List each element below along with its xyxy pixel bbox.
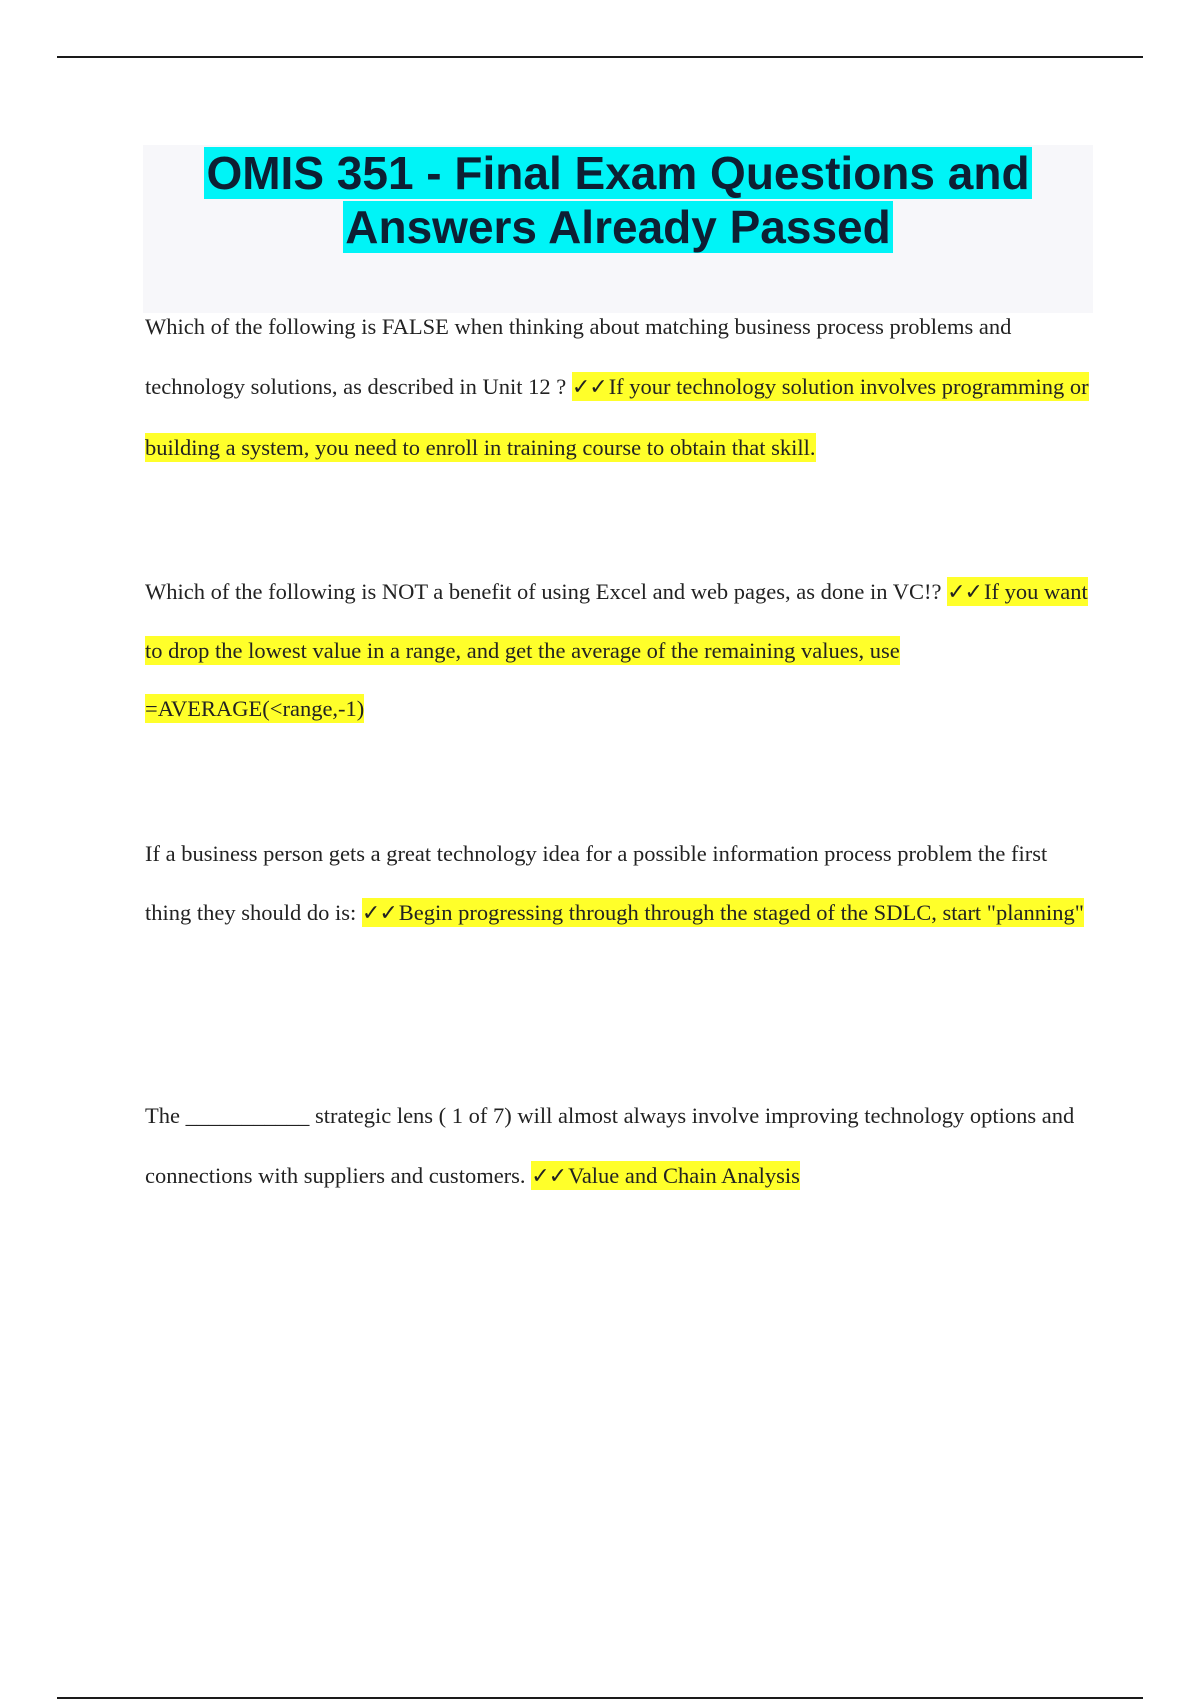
top-rule bbox=[57, 56, 1143, 58]
answer-text: Begin progressing through through the staged of the SDLC, start "planning" bbox=[398, 900, 1084, 925]
double-check-icon: ✓✓ bbox=[531, 1164, 567, 1189]
double-check-icon: ✓✓ bbox=[571, 375, 607, 400]
answer-highlight bbox=[362, 898, 1084, 927]
document-title bbox=[143, 146, 1093, 254]
answer-highlight bbox=[531, 1161, 800, 1190]
bottom-rule bbox=[57, 1697, 1143, 1699]
question-text: The ___________ strategic lens ( 1 of 7) will almost always involve improving technology options and connections with suppliers and customers. bbox=[145, 1103, 1075, 1188]
qa-item-4 bbox=[145, 1086, 1095, 1207]
question-text: Which of the following is NOT a benefit of using Excel and web pages, as done in VC!? bbox=[145, 579, 948, 604]
qa-item-2 bbox=[145, 563, 1095, 738]
title-line-2: Answers Already Passed bbox=[345, 201, 891, 253]
answer-text: If you want to drop the lowest value in a range, and get the average of the remaining values, use =AVERAGE(<range,-1) bbox=[145, 579, 1088, 721]
question-text: Which of the following is FALSE when thinking about matching business process problems and technology solutions, as described in Unit 12 ? bbox=[145, 314, 1012, 399]
answer-text: Value and Chain Analysis bbox=[568, 1163, 800, 1188]
double-check-icon: ✓✓ bbox=[361, 901, 397, 926]
qa-item-1 bbox=[145, 297, 1095, 478]
double-check-icon: ✓✓ bbox=[947, 580, 982, 605]
title-line-1: OMIS 351 - Final Exam Questions and bbox=[206, 147, 1030, 199]
qa-item-3 bbox=[145, 824, 1095, 943]
question-text: If a business person gets a great technology idea for a possible information process problem the first thing they should do is: bbox=[145, 841, 1048, 925]
answer-text: If your technology solution involves programming or building a system, you need to enroll in training course to obtain that skill. bbox=[145, 374, 1089, 460]
